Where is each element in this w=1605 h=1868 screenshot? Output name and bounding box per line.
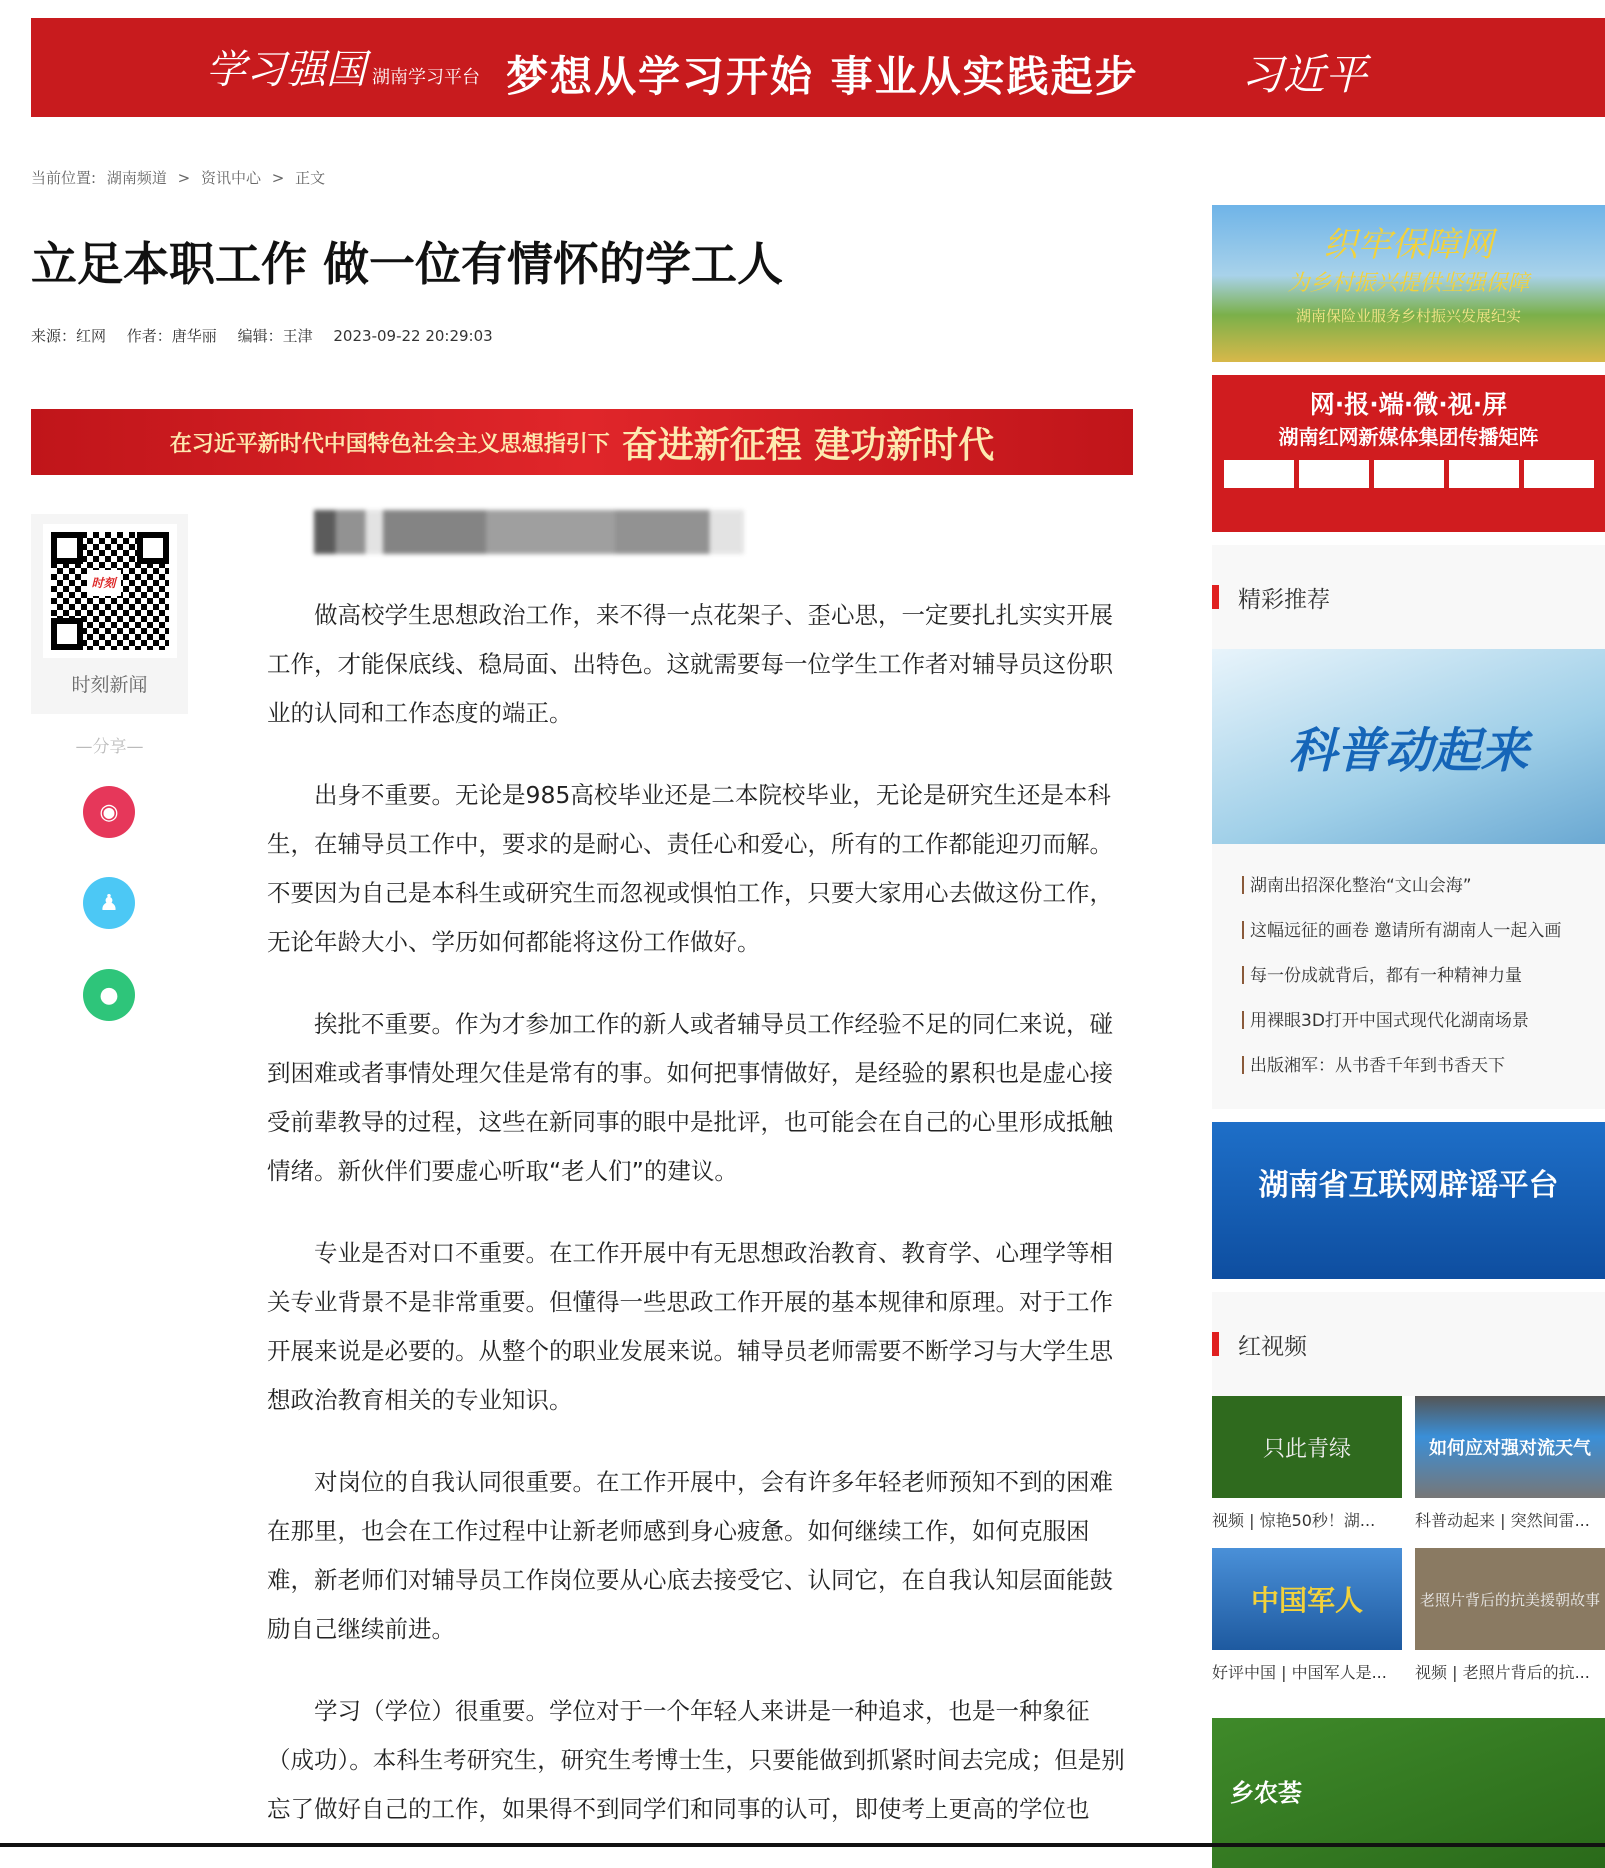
list-item[interactable]: 湖南出招深化整治“文山会海” [1242,864,1605,909]
xuexi-logo [206,38,480,95]
breadcrumb [31,167,331,188]
ad-rumor-platform[interactable] [1212,1122,1605,1279]
video-thumbnail[interactable]: 如何应对强对流天气 [1415,1396,1605,1498]
video-thumbnail[interactable]: 只此青绿 [1212,1396,1402,1498]
top-banner[interactable] [31,18,1605,117]
video-caption[interactable]: 好评中国 | 中国军人是... [1212,1663,1387,1682]
paragraph: 出身不重要。无论是985高校毕业还是二本院校毕业，无论是研究生还是本科生，在辅导员工作中，要求的是耐心、责任心和爱心，所有的工作都能迎刃而解。不要因为自己是本科生或研究生而忽视或惧怕工作，只要大家用心去做这份工作，无论年龄大小、学历如何都能将这份工作做好。 [267,781,1113,956]
ad-line: 湖南保险业服务乡村振兴发展纪实 [1295,307,1521,325]
featured-section [1212,545,1605,1109]
ad-title: 网·报·端·微·视·屏 [1309,390,1508,419]
logo-sub: 湖南学习平台 [372,67,480,88]
editor: 编辑：王津 [237,327,313,345]
featured-image-text: 科普动起来 [1288,723,1529,779]
video-thumbnail[interactable]: 老照片背后的抗美援朝故事 [1415,1548,1605,1650]
page-title: 立足本职工作 做一位有情怀的学工人 [31,237,784,291]
ad-media-matrix[interactable] [1212,375,1605,532]
list-item[interactable]: 这幅远征的画卷 邀请所有湖南人一起入画 [1242,909,1605,954]
qq-share-icon[interactable]: ♟ [83,877,135,929]
qr-box [31,514,188,714]
ad-subtitle: 湖南红网新媒体集团传播矩阵 [1278,425,1539,449]
section-title: 精彩推荐 [1238,586,1330,613]
blurred-byline [314,510,744,554]
list-item[interactable]: 用裸眼3D打开中国式现代化湖南场景 [1242,999,1605,1044]
featured-list [1212,844,1605,1109]
ad-title: 乡农荟 [1230,1779,1302,1807]
section-header [1212,545,1605,649]
paragraph: 专业是否对口不重要。在工作开展中有无思想政治教育、教育学、心理学等相关专业背景不是非常重要。但懂得一些思政工作开展的基本规律和原理。对于工作开展来说是必要的。从整个的职业发展来说。辅导员老师需要不断学习与大学生思想政治教育相关的专业知识。 [267,1239,1113,1414]
video-section [1212,1292,1605,1396]
signature: 习近平 [1241,50,1368,99]
video-card[interactable] [1212,1548,1402,1683]
theme-banner[interactable] [31,409,1133,475]
media-logos [1212,460,1605,488]
breadcrumb-label: 当前位置: [31,169,97,187]
logo-text: 学习强国 [206,47,366,93]
banner-slogan: 梦想从学习开始 事业从实践起步 [506,52,1139,101]
breadcrumb-current: 正文 [295,169,326,187]
bottom-bar [0,1843,1605,1847]
ad-insurance[interactable] [1212,205,1605,362]
weibo-share-icon[interactable]: ◉ [83,786,135,838]
video-grid [1212,1396,1605,1683]
video-card[interactable] [1415,1548,1605,1683]
share-label: —分享— [75,737,144,757]
paragraph: 做高校学生思想政治工作，来不得一点花架子、歪心思，一定要扎扎实实开展工作，才能保底线、稳局面、出特色。这就需要每一位学生工作者对辅导员这份职业的认同和工作态度的端正。 [267,601,1113,727]
breadcrumb-hunan[interactable]: 湖南频道 [106,169,167,187]
breadcrumb-news[interactable]: 资讯中心 [201,169,262,187]
source: 来源：红网 [31,327,107,345]
ad-title: 湖南省互联网辟谣平台 [1258,1168,1559,1203]
paragraph: 挨批不重要。作为才参加工作的新人或者辅导员工作经验不足的同仁来说，碰到困难或者事情处理欠佳是常有的事。如何把事情做好，是经验的累积也是虚心接受前辈教导的过程，这些在新同事的眼中是批评，也可能会在自己的心里形成抵触情绪。新伙伴们要虚心听取“老人们”的建议。 [267,1010,1113,1185]
datetime: 2023-09-22 20:29:03 [333,327,493,345]
paragraph: 学习（学位）很重要。学位对于一个年轻人来讲是一种追求，也是一种象征（成功）。本科生考研究生，研究生考博士生，只要能做到抓紧时间去完成；但是别忘了做好自己的工作，如果得不到同学们和同事的认可，即使考上更高的学位也 [267,1697,1125,1823]
qr-logo: 时刻 [87,570,121,596]
list-item[interactable]: 每一份成就背后，都有一种精神力量 [1242,954,1605,999]
video-caption[interactable]: 科普动起来 | 突然间雷... [1415,1511,1590,1530]
ad-title: 织牢保障网 [1323,225,1494,265]
ad-subtitle: 为乡村振兴提供坚强保障 [1287,271,1530,296]
video-card[interactable] [1212,1396,1402,1531]
author: 作者：唐华丽 [126,327,217,345]
article-body [267,510,1133,1834]
video-thumbnail[interactable]: 中国军人 [1212,1548,1402,1650]
video-card[interactable] [1415,1396,1605,1531]
breadcrumb-sep: > [177,169,191,187]
sidebar [1212,205,1605,1868]
qr-code [43,524,177,658]
qr-label: 时刻新闻 [71,674,148,696]
section-header [1212,1292,1605,1396]
section-title: 红视频 [1238,1333,1307,1360]
theme-banner-text: 在习近平新时代中国特色社会主义思想指引下 [169,431,610,457]
wechat-share-icon[interactable]: ● [83,969,135,1021]
featured-image[interactable] [1212,649,1605,844]
list-item[interactable]: 出版湘军：从书香千年到书香天下 [1242,1044,1605,1089]
breadcrumb-sep: > [271,169,285,187]
paragraph: 对岗位的自我认同很重要。在工作开展中，会有许多年轻老师预知不到的困难在那里，也会在工作过程中让新老师感到身心疲惫。如何继续工作，如何克服困难，新老师们对辅导员工作岗位要从心底去接受它、认同它，在自我认知层面能鼓励自己继续前进。 [267,1468,1113,1643]
theme-banner-slogan: 奋进新征程 建功新时代 [621,423,995,466]
article-meta [31,325,509,346]
video-caption[interactable]: 视频 | 老照片背后的抗... [1415,1663,1590,1682]
video-caption[interactable]: 视频 | 惊艳50秒！湖... [1212,1511,1376,1530]
